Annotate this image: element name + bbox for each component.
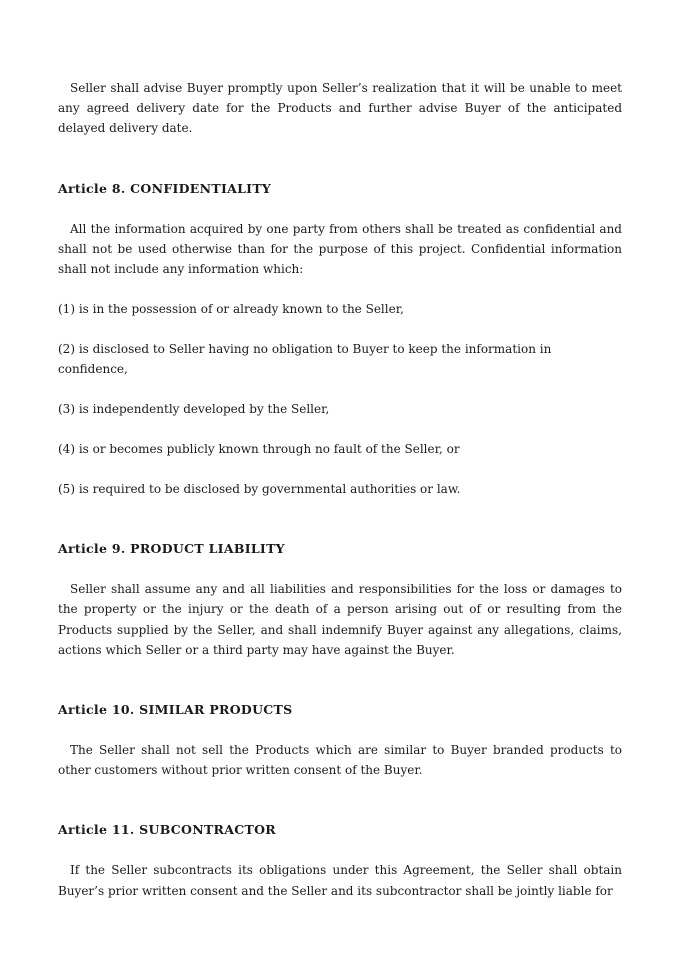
article-8-item-2: (2) is disclosed to Seller having no obligation to Buyer to keep the information in confidence, bbox=[58, 342, 552, 377]
article-8-paragraph: All the information acquired by one party from others shall be treated as confidential and shall not be used otherwise than for the purpose of this project. Confidential information shall not include any information which: bbox=[58, 221, 622, 277]
article-8-item-4: (4) is or becomes publicly known through no fault of the Seller, or bbox=[58, 442, 460, 457]
article-8-item-1: (1) is in the possession of or already known to the Seller, bbox=[58, 302, 404, 317]
article-10-paragraph: The Seller shall not sell the Products which are similar to Buyer branded products to other customers without prior written consent of the Buyer. bbox=[58, 743, 622, 778]
article-9-paragraph: Seller shall assume any and all liabilities and responsibilities for the loss or damages to the property or the injury or the death of a person arising out of or resulting from the Products supplied by the Seller, and shall indemnify Buyer against any allegations, claims, actions which Seller or a third party may have against the Buyer. bbox=[58, 582, 622, 657]
article-9-heading: Article 9. PRODUCT LIABILITY bbox=[58, 541, 285, 557]
article-11-paragraph: If the Seller subcontracts its obligations under this Agreement, the Seller shall obtain Buyer’s prior written consent and the Seller and its subcontractor shall be jointly liable for bbox=[58, 863, 622, 898]
intro-paragraph: Seller shall advise Buyer promptly upon Seller’s realization that it will be unable to meet any agreed delivery date for the Products and further advise Buyer of the anticipated delayed delivery date. bbox=[58, 81, 622, 136]
article-8-item-3: (3) is independently developed by the Seller, bbox=[58, 402, 330, 417]
article-8-item-5: (5) is required to be disclosed by governmental authorities or law. bbox=[58, 482, 461, 497]
article-10-heading: Article 10. SIMILAR PRODUCTS bbox=[58, 702, 293, 718]
article-11-heading: Article 11. SUBCONTRACTOR bbox=[58, 822, 276, 838]
article-8-heading: Article 8. CONFIDENTIALITY bbox=[58, 180, 272, 196]
